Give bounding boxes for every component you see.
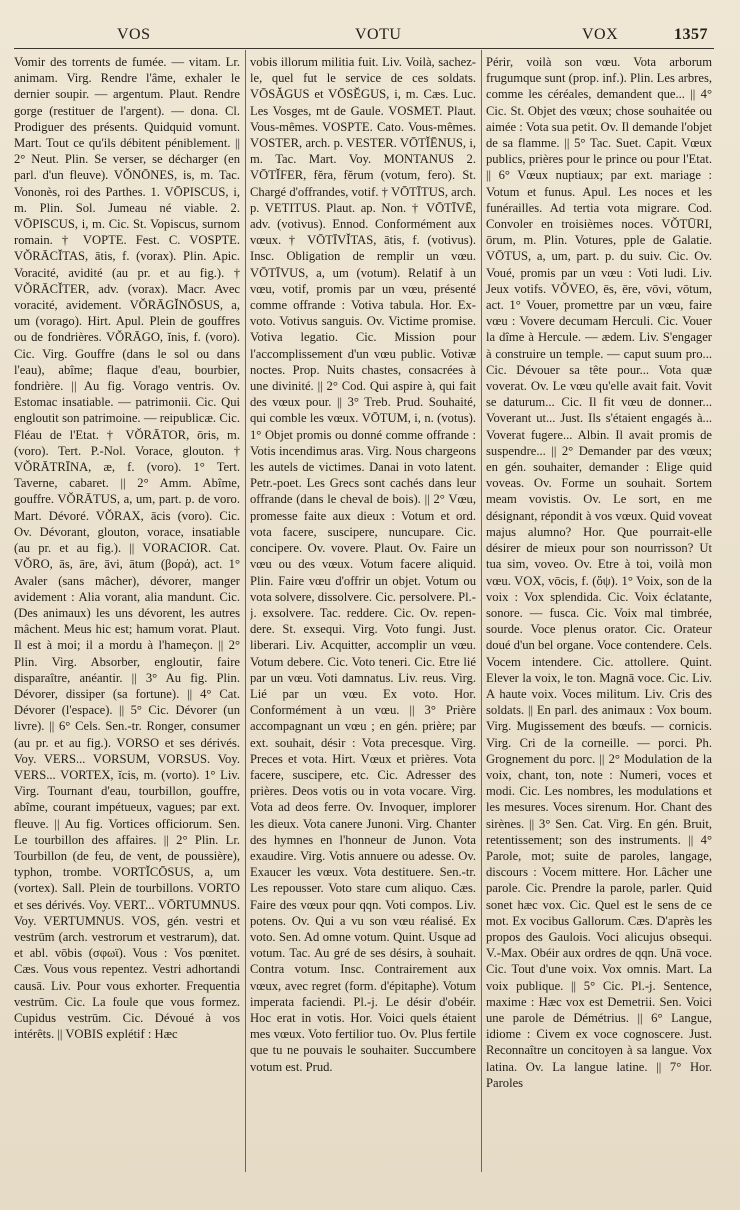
header-right-guide-word: VOX (582, 26, 619, 43)
column-divider (245, 50, 246, 1172)
header-center-guide-word: VOTU (355, 26, 402, 43)
page-number: 1357 (674, 26, 708, 43)
dictionary-column-1 (14, 54, 240, 1172)
column-text: vobis illorum militia fuit. Liv. Voilà, sachez-le, quel fut le service de ces soldats. VŌSĂGUS et VŌSĔGUS, i, m. Cæs. Luc. Les Vosges, mt de Gaule. VOSMET. Plaut. Vous-mêmes. VOSPTE. Cato. Vous-mêmes. VOSTER, arch. p. VESTER. VŌTĬĒNUS, i, m. Tac. Mart. Voy. MONTANUS 2. VŌTĬFER, fĕra, fĕrum (votum, fero). St. Chargé d'offrandes, votif. † VŌTĪTUS, arch. p. VETITUS. Plaut. ap. Non. † VŌTĪVĒ, adv. (votivus). Ennod. Conformément aux vœux. † VŌTĪVĬTAS, ātis, f. (votivus). Insc. Obligation de remplir un vœu. VŌTĪVUS, a, um (votum). Relatif à un vœu, votif, promis par un vœu, présenté comme offrande : Votiva tabula. Hor. Ex-voto. Votivus sanguis. Ov. Victime promise. Votiva legatio. Cic. Mission pour l'accomplissement d'un vœu public. Votivæ noctes. Prop. Nuits chastes, consacrées à une divinité. || 2° Cod. Qui aspire à, qui fait des vœux pour. || 3° Treb. Prud. Souhaité, qui comble les vœux. VŌTUM, i, n. (votus). 1° Objet promis ou donné comme offrande : Votis incendimus aras. Virg. Nous chargeons les autels de victimes. Danai in voto latent. Petr.-poet. Les Grecs sont cachés dans leur offrande (dans le cheval de bois). || 2° Vœu, promesse faite aux dieux : Votum et ord. vota facere, suscipere, nuncupare. Cic. concipere. Ov. vovere. Plaut. Ov. Faire un vœu ou des vœux. Votum facere aliquid. Plin. Faire vœu d'offrir un objet. Votum ou vota solvere, dissolvere. Cic. persolvere. Pl.-j. exsolvere. Tac. reddere. Cic. Ov. rependere. St. exsequi. Virg. Voto fungi. Just. liberari. Liv. Acquitter, accomplir un vœu. Votum debere. Cic. Voto teneri. Cic. Etre lié par un vœu. Voti damnatus. Liv. reus. Virg. Lié par un vœu. Ex voto. Hor. Conformément à un vœu. || 3° Prière accompagnant un vœu ; en gén. prière; par ext. souhait, désir : Vota precesque. Virg. Preces et vota. Hirt. Vœux et prières. Vota facere, suscipere, etc. Cic. Adresser des prières. Deos votis ou in vota vocare. Virg. Vota ad deos ferre. Ov. Invoquer, implorer les dieux. Vota canere Junoni. Virg. Chanter des hymnes en l'honneur de Junon. Vota exaudire. Virg. Votis annuere ou adesse. Ov. Exaucer les vœux. Vota destituere. Sen.-tr. Les repousser. Voto stare cum aliquo. Cæs. Faire des vœux pour qqn. Voti compos. Liv. potens. Ov. Qui a vu son vœu réalisé. Ex voto. Sen. Ad omne votum. Quint. Usque ad votum. Tac. Au gré de ses désirs, à souhait. Contra votum. Insc. Contrairement aux vœux, avec regret (form. d'épitaphe). Votum imperata faciendi. Pl.-j. Le désir d'obéir. Hoc erat in votis. Hor. Voici quels étaient mes vœux. Voto fertilior tuo. Ov. Plus fertile que tu ne pouvais le souhaiter. Succumbere votum est. Prud. (250, 55, 476, 1074)
header-rule (14, 48, 714, 49)
header-left-guide-word: VOS (117, 26, 151, 43)
column-text: Périr, voilà son vœu. Vota arborum frugumque sunt (prop. inf.). Plin. Les arbres, comme les céréales, demandent que... || 4° Cic. St. Objet des vœux; chose souhaitée ou aimée : Vota sua petit. Ov. Il demande l'objet de sa flamme. || 5° Tac. Suet. Capit. Vœux publics, prières pour le prince ou pour l'Etat. || 6° Vœux nuptiaux; par ext. mariage : Votum et funus. Apul. Les noces et les funérailles. Ad tertia vota migrare. Cod. Convoler en troisièmes noces. VŎTŪRI, ōrum, m. Plin. Votures, pple de Galatie. VŌTUS, a, um, part. p. du suiv. Cic. Ov. Voué, promis par un vœu : Voti ludi. Liv. Jeux votifs. VŎVEO, ēs, ēre, vōvi, vōtum, act. 1° Vouer, promettre par un vœu, faire vœu : Vovere decumam Herculi. Cic. Vouer la dîme à Hercule. — ædem. Liv. S'engager à construire un temple. — caput suum pro... Cic. Dévouer sa tête pour... Vota quæ voverat. Ov. Le vœu qu'elle avait fait. Vovit se daturum... Cic. Il fit vœu de donner... Voverant ut... Just. Ils s'étaient engagés à... Voverat fugere... Albin. Il avait promis de suspendre... || 2° Demander par des vœux; en gén. souhaiter, demander : Elige quid voveas. Ov. Forme un souhait. Sortem meam vovistis. Ov. Le sort, en me désignant, répondit à vos vœux. Quid voveat majus alumno? Hor. Que pourrait-elle désirer de mieux pour son nourrisson? Ut tua sim, voveo. Ov. Etre à toi, voilà mon vœu. VOX, vōcis, f. (ὄψ). 1° Voix, son de la voix : Vox splendida. Cic. Voix éclatante, sonore. — fusca. Cic. Voix mal timbrée, sourde. Voce plenus orator. Cic. Orateur doué d'un bel organe. Voce contendere. Cels. Vocem intendere. Cic. attollere. Quint. Elever la voix, le ton. Magnā voce. Cic. Liv. A haute voix. Voces militum. Liv. Cris des soldats. || En parl. des animaux : Vox boum. Virg. Mugissement des bœufs. — cornicis. Virg. Cri de la corneille. — porci. Ph. Grognement du porc. || 2° Modulation de la voix, chant, ton, note : Numeri, voces et modi. Cic. Les nombres, les modulations et les mesures. Voces sirenum. Hor. Chant des sirènes. || 3° Sen. Cat. Virg. En gén. Bruit, retentissement; son des instruments. || 4° Parole, mot; suite de paroles, langage, discours : Vocem mittere. Hor. Lâcher une parole. Cic. Prendre la parole, parler. Quid sonet hæc vox. Cic. Quel est le sens de ce mot. Ex vocibus Gallorum. Cæs. D'après les propos des Gaulois. Voci alicujus obsequi. V.-Max. Obéir aux ordres de qqn. Unā voce. Cic. Tout d'une voix. Vox omnis. Mart. La voix publique. || 5° Cic. Pl.-j. Sentence, maxime : Hæc vox est Demetrii. Sen. Voici une parole de Démétrius. || 6° Langue, idiome : Civem ex voce cognoscere. Just. Reconnaître un concitoyen à sa langue. Vox latina. Ov. La langue latine. || 7° Hor. Paroles (486, 55, 712, 1090)
column-text: Vomir des torrents de fumée. — vitam. Lr. animam. Virg. Rendre l'âme, exhaler le dernier soupir. — argentum. Plaut. Rendre gorge (restituer de l'argent). — dona. Cl. Prodiguer des présents. Quidquid vomunt. Mart. Tout ce qu'ils débitent péniblement. || 2° Neut. Plin. Se verser, se décharger (en parl. d'un fleuve). VŎNŌNES, is, m. Tac. Vononès, roi des Parthes. 1. VŌPISCUS, i, m. Plin. Sol. Jumeau né viable. 2. VŌPISCUS, i, m. Cic. St. Vopiscus, surnom romain. † VOPTE. Fest. C. VOSPTE. VŎRĀCĬTAS, ātis, f. (vorax). Plin. Apic. Voracité, avidité (au pr. et au fig.). † VŎRĀCĬTER, adv. (vorax). Macr. Avec voracité, avidement. VŎRĀGĬNŌSUS, a, um (vorago). Hirt. Apul. Plein de gouffres ou de fondrières. VŎRĀGO, ĭnis, f. (voro). Cic. Virg. Gouffre (dans le sol ou dans l'eau), abîme; flaque d'eau, bourbier, fondrière. || Au fig. Vorago ventris. Ov. Estomac insatiable. — patrimonii. Cic. Qui engloutit son patrimoine. — reipublicæ. Cic. Fléau de l'Etat. † VŎRĀTOR, ōris, m. (voro). Tert. P.-Nol. Vorace, glouton. † VŎRĀTRĪNA, æ, f. (voro). 1° Tert. Taverne, cabaret. || 2° Amm. Abîme, gouffre. VŎRĀTUS, a, um, part. p. de voro. Mart. Dévoré. VŎRAX, ācis (voro). Cic. Ov. Dévorant, glouton, vorace, insatiable (au pr. et au fig.). || VORACIOR. Cat. VŎRO, ās, āre, āvi, ātum (βορά), act. 1° Avaler (sans mâcher), dévorer, manger avidement : Alia vorant, alia mandunt. Cic. (Des animaux) les uns dévorent, les autres mâchent. Meus hic est; hamum vorat. Plaut. Il est à moi; il a mordu à l'hameçon. || 2° Plin. Virg. Absorber, engloutir, faire disparaître, anéantir. || 3° Au fig. Plin. Dévorer, dissiper (sa fortune). || 4° Cat. Dévorer (l'espace). || 5° Cic. Dévorer (un livre). || 6° Cels. Sen.-tr. Ronger, consumer (au pr. et au fig.). VORSO et ses dérivés. Voy. VERS... VORSUM, VORSUS. Voy. VERS... VORTEX, ĭcis, m. (vorto). 1° Liv. Virg. Tournant d'eau, tourbillon, gouffre, abîme, courant impétueux, vagues; par ext. fleuve. || Au fig. Vortices officiorum. Sen. Le tourbillon des affaires. || 2° Plin. Lr. Tourbillon (de feu, de vent, de poussière), typhon, trombe. VORTĬCŌSUS, a, um (vortex). Sall. Plein de tourbillons. VORTO et ses dérivés. Voy. VERT... VŌRTUMNUS. Voy. VERTUMNUS. VOS, gén. vestri et vestrūm (arch. vestrorum et vestrarum), dat. et abl. vōbis (σφωϊ). Vous : Vos pœnitet. Cæs. Vous vous repentez. Vestri adhortandi causā. Liv. Pour vous exhorter. Frequentia vestrūm. Cic. La foule que vous formez. Cupidus vestrūm. Cic. Dévoué à vos intérêts. || VOBIS explétif : Hæc (14, 55, 240, 1042)
dictionary-column-2 (250, 54, 476, 1172)
dictionary-column-3 (486, 54, 712, 1172)
column-divider (481, 50, 482, 1172)
running-header (0, 26, 740, 48)
